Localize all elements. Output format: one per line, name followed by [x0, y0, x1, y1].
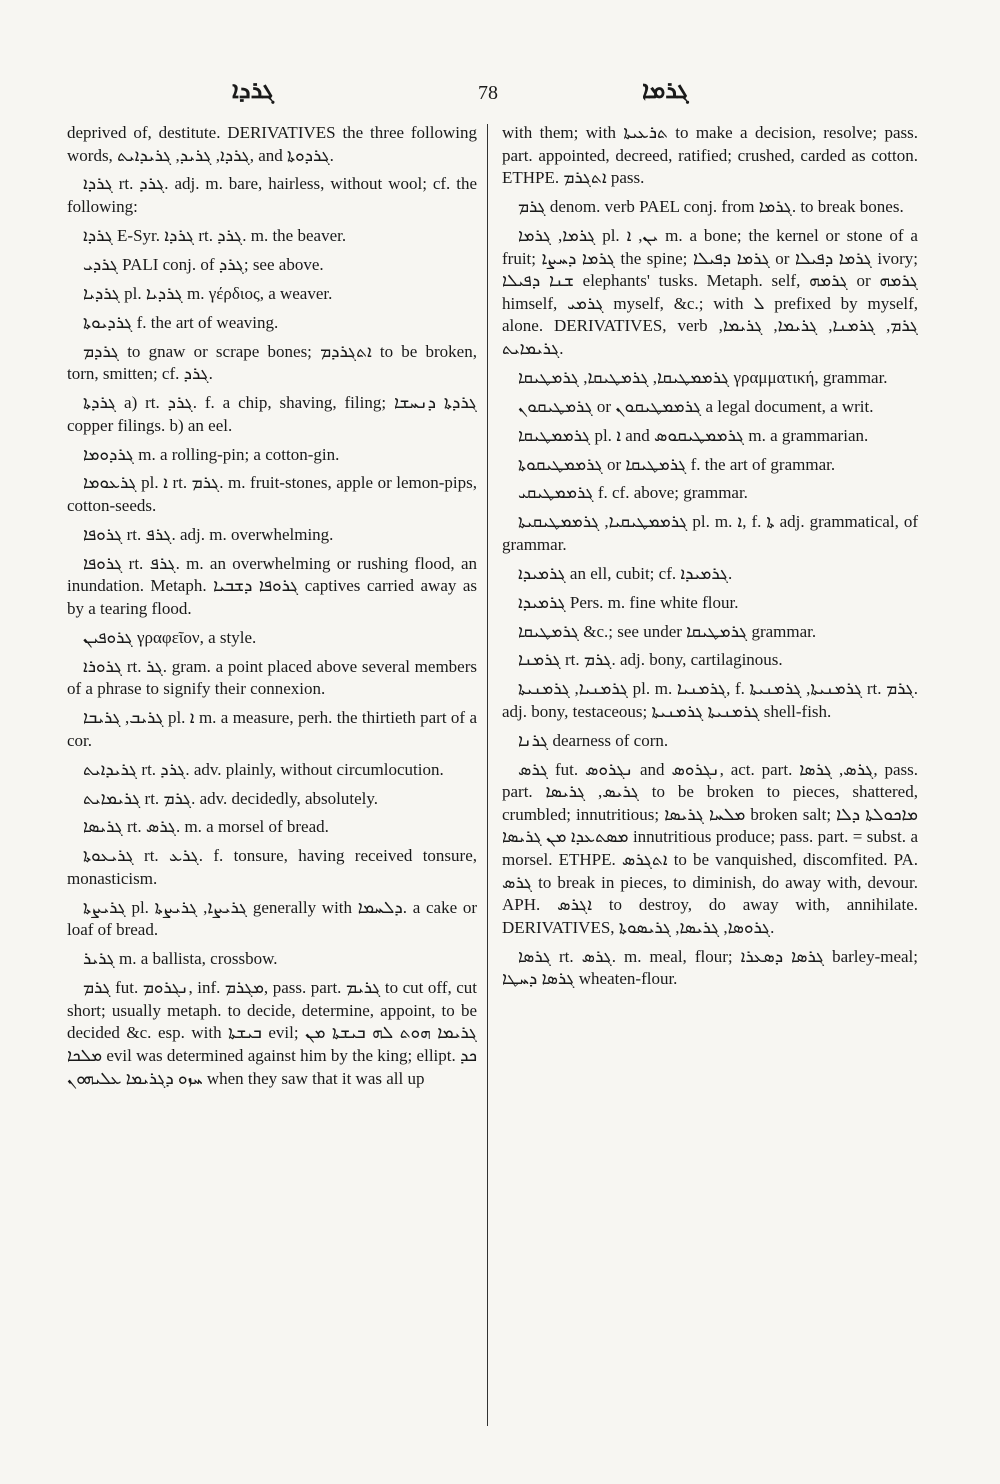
- entry: ܓܪܡܡܛܝܩܐ, ܓܪܡܛܝܩܐ, ܓܪܡܛܝܩܐ γραμματική, grammar.: [518, 367, 888, 387]
- entry: ܓܪܘܦܐ rt. ܓܪܦ. m. an overwhelming or rushing flood, an inundation. Metaph. ܓܪܘܦܐ ܕܫܒܝܐ captives carried away as by a tearing flood.: [67, 553, 478, 618]
- entry: ܓܪܕܡ to gnaw or scrape bones; ܐܬܓܪܕܡ to be broken, torn, smitten; cf. ܓܪܕ.: [67, 341, 477, 384]
- entry: ܓܪܕܝ PALI conj. of ܓܪܕ; see above.: [83, 254, 324, 274]
- entry: ܓܪܡܡܛܝܩܐ pl. ܐ and ܓܪܡܡܛܝܩܘܣ m. a grammarian.: [518, 425, 869, 445]
- page-header: [0, 72, 1000, 112]
- entry: ܓܪܘܦܝܢ γραφεῖον, a style.: [83, 627, 257, 647]
- page-number: 78: [478, 82, 498, 104]
- entry: deprived of, destitute. DERIVATIVES the three following words, ܓܪܕܐ, ܓܪܝܕ, ܓܪܝܕܐܝܬ, and ܓܪܕܘܬܐ.: [67, 123, 477, 165]
- left-headword: ܓܪܕܐ: [232, 78, 275, 104]
- entry: ܓܪܘܪܐ rt. ܓܪ. gram. a point placed above several members of a phrase to signify their connexion.: [67, 656, 477, 699]
- entry: ܓܪܕܐ rt. ܓܪܕ. adj. m. bare, hairless, without wool; cf. the following:: [67, 174, 477, 217]
- entry: ܓܪܕܬܐ a) rt. ܓܪܕ. f. a chip, shaving, filing; ܓܪܕܬܐ ܕܢܚܫܐ copper filings. b) an eel.: [67, 393, 478, 435]
- entry: ܓܪܘܦܐ rt. ܓܪܦ. adj. m. overwhelming.: [83, 524, 334, 544]
- entry: ܓܪܡܐ, ܓܪܡܐ pl. ܝܢ, ܐ m. a bone; the kernel or stone of a fruit; ܓܪܡܐ ܕܚܨܐ the spine; ܓܪܡܐ ܕܦܝܠܐ or ܓܪܡܐ ܕܦܝܠܐ ivory; ܫܢܐ ܕܦܝܠܐ elephants' tusks. Metaph. self, ܓܪܡܗ or ܓܪܡܗ himself, ܓܪܡܝ myself, &c.; with ܠ prefixed by myself, alone. DERIVATIVES, verb ܓܪܡ, ܓܪܡܢܐ, ܓܪܝܡܐ, ܓܪܝܡܐ, ܓܪܝܡܐܝܬ.: [502, 225, 919, 358]
- entry: ܓܪܕܝܐ pl. ܓܪܕܝܐ m. γέρδιος, a weaver.: [83, 283, 333, 303]
- entry: with them; with ܬܪܥܝܬܐ to make a decision, resolve; pass. part. appointed, decreed, ratified; crushed, carded as cotton. ETHPE. ܐܬܓܪܡ pass.: [502, 123, 918, 188]
- entry: ܓܪܥܘܡܐ pl. ܐ rt. ܓܪܡ. m. fruit-stones, apple or lemon-pips, cotton-seeds.: [67, 473, 477, 515]
- entry: ܓܪܝܨܬܐ pl. ܓܪܝܨܐ, ܓܪܝܨܬܐ generally with ܕܠܚܡܐ. a cake or loaf of bread.: [67, 897, 477, 940]
- entry: ܓܪܡܡܛܝܩܝܐ, ܓܪܡܡܛܝܩܝܬܐ pl. m. ܐ, f. ܬܐ adj. grammatical, of grammar.: [502, 512, 918, 554]
- left-column: [67, 122, 477, 1097]
- entry: ܓܪܣܐ rt. ܓܪܣ. m. meal, flour; ܓܪܣܐ ܕܣܥܪܐ barley-meal; ܓܪܣܐ ܕܚܛܐ wheaten-flour.: [502, 946, 918, 989]
- entry: ܓܪܡܡܛܝܩܘܬܐ or ܓܪܡܛܝܩܐ f. the art of grammar.: [518, 454, 836, 474]
- entry: ܓܪܡ denom. verb PAEL conj. from ܓܪܡܐ. to break bones.: [518, 197, 904, 217]
- entry: ܓܪܝܥܘܬܐ rt. ܓܪܥ. f. tonsure, having received tonsure, monasticism.: [67, 846, 477, 888]
- entry: ܓܪܡܢܐ rt. ܓܪܡ. adj. bony, cartilaginous.: [518, 650, 783, 670]
- entry: ܓܪܡ fut. ܢܓܪܘܡ, inf. ܡܓܪܡ, pass. part. ܓܪܝܡ to cut off, cut short; usually metaph. to decide, determine, appoint, to be decided &c. esp. with ܒܝܫܬܐ evil; ܓܪܝܡܐ ܗܘܬ ܠܗ ܒܝܫܬܐ ܡܢ ܡܠܟܐ evil was determined against him by the king; ellipt. ܟܕ ܚܙܘ ܕܓܪܝܡܐ ܥܠܝܗܘܢ when they saw that it was all up: [67, 978, 477, 1088]
- entry: ܓܪܡܡܛܝܩܝ f. cf. above; grammar.: [518, 483, 748, 503]
- entry: ܓܪܡܛܝܩܘܢ or ܓܪܡܡܛܝܩܘܢ a legal document, a writ.: [518, 396, 874, 416]
- entry: ܓܪܕܘܡܐ m. a rolling-pin; a cotton-gin.: [83, 444, 340, 464]
- entry: ܓܪܡܢܝܐ, ܓܪܡܢܝܬܐ pl. m. ܓܪܡܢܝܐ, f. ܓܪܡܢܝܬܐ, ܓܪܡܢܝܬܐ rt. ܓܪܡ. adj. bony, testaceous; ܓܪܡܢܝܬܐ ܓܪܡܢܝܬܐ shell-fish.: [502, 679, 919, 721]
- entry: ܓܪܣ fut. ܢܓܪܘܣ and ܢܓܪܘܣ, act. part. ܓܪܣ, ܓܪܣܐ, pass. part. ܓܪܝܣ, ܓܪܝܣܐ to be broken to pieces, shattered, crumbled; innutritious; ܡܠܚܐ ܓܪܝܣܐ broken salt; ܡܐܟܘܠܬܐ ܕܠܐ ܡܣܬܥܕܐ ܡܢ ܓܪܝܣܐ innutritious produce; pass. part. = subst. a morsel. ETHPE. ܐܬܓܪܣ to be vanquished, discomfited. PA. ܓܪܣ to break in pieces, to diminish, do away with, devour. APH. ܐܓܪܣ to destroy, do away with, annihilate. DERIVATIVES, ܓܪܘܣܐ, ܓܪܝܣܐ, ܓܪܝܣܘܬܐ.: [502, 759, 919, 937]
- entry: ܓܪܝܡܐܝܬ rt. ܓܪܡ. adv. decidedly, absolutely.: [83, 788, 379, 808]
- entry: ܓܪܕܝܘܬܐ f. the art of weaving.: [83, 312, 279, 332]
- entry: ܓܪܡܝܕܐ an ell, cubit; cf. ܓܪܡܝܕܐ.: [518, 563, 733, 583]
- entry: ܓܪܝܪ m. a ballista, crossbow.: [83, 949, 278, 969]
- right-headword: ܓܪܡܐ: [642, 78, 689, 104]
- entry: ܓܪܝܒ, ܓܪܝܒܐ pl. ܐ m. a measure, perh. the thirtieth part of a cor.: [67, 708, 477, 750]
- right-column: [502, 122, 918, 997]
- entry: ܓܪܡܝܕܐ Pers. m. fine white flour.: [518, 592, 739, 612]
- entry: ܓܪܢܐ dearness of corn.: [518, 730, 669, 750]
- column-divider: [487, 124, 488, 1426]
- entry: ܓܪܝܣܐ rt. ܓܪܣ. m. a morsel of bread.: [83, 817, 329, 837]
- entry: ܓܪܝܕܐܝܬ rt. ܓܪܕ. adv. plainly, without circumlocution.: [83, 759, 444, 779]
- entry: ܓܪܡܛܝܩܐ &c.; see under ܓܪܡܛܝܩܐ grammar.: [518, 621, 817, 641]
- entry: ܓܪܕܐ E-Syr. ܓܪܕܐ rt. ܓܪܕ. m. the beaver.: [83, 225, 347, 245]
